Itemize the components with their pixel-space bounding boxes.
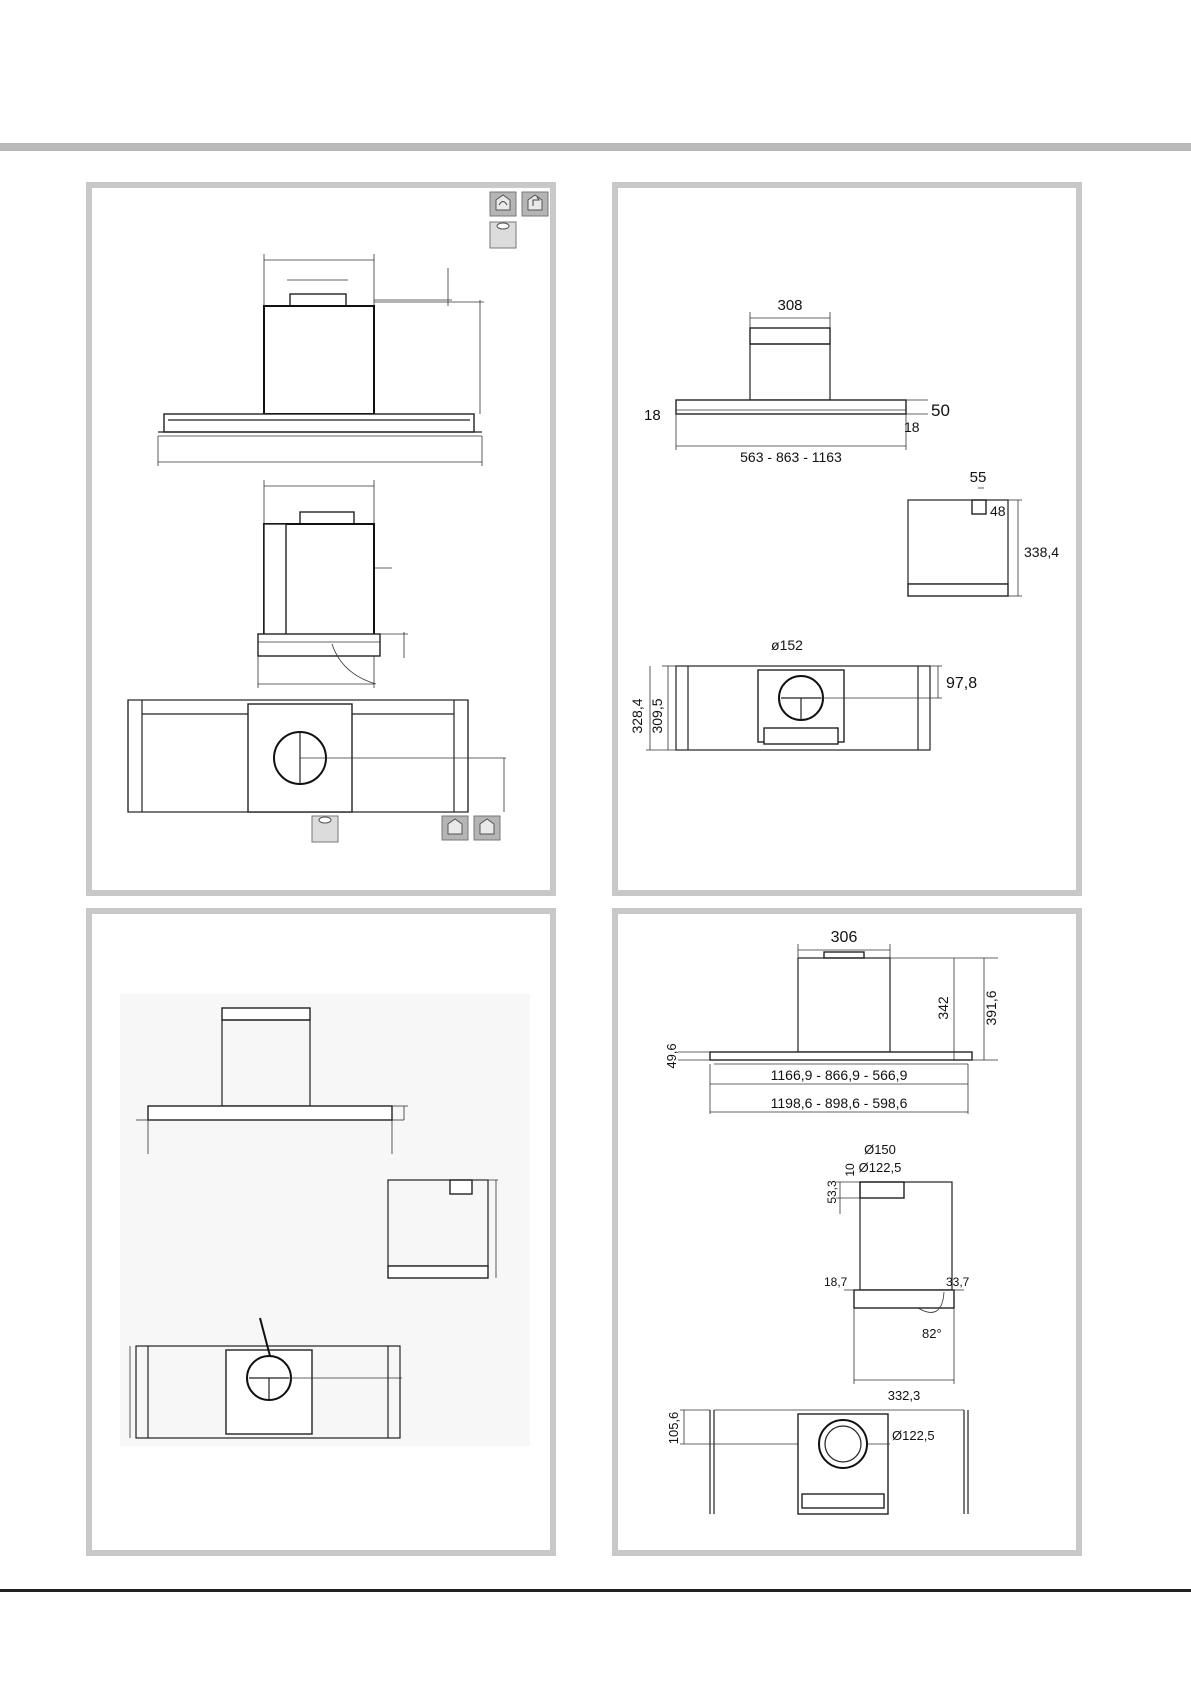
dim-side-height: 338,4 xyxy=(1024,544,1060,560)
duct-out-icon-bottom xyxy=(442,816,468,840)
side-view-hood xyxy=(836,1182,964,1384)
dim-inner-depth: 309,5 xyxy=(649,698,665,734)
dim-angle: 82° xyxy=(922,1326,942,1341)
duct-out-icon xyxy=(490,192,516,216)
dim-outlet-diameter: ø152 xyxy=(771,637,803,653)
dim-total-height: 391,6 xyxy=(983,990,999,1026)
bottom-view-hood xyxy=(646,666,942,750)
dim-outlet-height: 53,3 xyxy=(825,1180,839,1204)
charcoal-filter-box-icon-bottom xyxy=(312,816,338,842)
panel-3-svg xyxy=(92,914,550,1550)
panel-2-svg xyxy=(618,188,1076,890)
dim-glass-thickness: 49,6 xyxy=(664,1043,679,1069)
dim-width-range: 563 - 863 - 1163 xyxy=(740,449,842,465)
dim-chimney-width: 308 xyxy=(777,297,803,314)
panel-4-svg xyxy=(618,914,1076,1550)
dim-chimney-width: 306 xyxy=(830,929,858,946)
dim-inner-width-range: 1166,9 - 866,9 - 566,9 xyxy=(770,1067,908,1083)
panel-3-unlabeled-drawing xyxy=(86,908,556,1556)
dim-outlet-width: 55 xyxy=(969,469,987,486)
dim-outlet-outer-diameter: Ø150 xyxy=(864,1142,896,1157)
recirculation-icon xyxy=(522,192,548,216)
dim-chimney-height: 342 xyxy=(935,996,951,1020)
charcoal-filter-box-icon xyxy=(490,222,516,248)
dim-right-edge: 18 xyxy=(904,419,920,435)
front-view-hood xyxy=(676,312,928,450)
bottom-view-hood xyxy=(680,1410,968,1514)
recirculation-icon-bottom xyxy=(474,816,500,840)
dim-outer-width-range: 1198,6 - 898,6 - 598,6 xyxy=(770,1095,908,1111)
dim-bottom-outlet-diameter: Ø122,5 xyxy=(892,1428,935,1443)
side-view-hood xyxy=(258,480,408,688)
panel-4-dimension-drawing xyxy=(612,908,1082,1556)
bottom-divider-bar xyxy=(0,1589,1191,1592)
dim-left-edge: 18 xyxy=(644,407,661,424)
front-view-hood xyxy=(678,944,998,1114)
panel-1-svg xyxy=(92,188,550,890)
panel-1-unlabeled-drawing xyxy=(86,182,556,896)
top-divider-bar xyxy=(0,143,1191,151)
panel-2-dimension-drawing xyxy=(612,182,1082,896)
bottom-view-hood xyxy=(128,700,506,812)
dim-depth: 332,3 xyxy=(887,1388,921,1403)
dim-glass-thickness: 50 xyxy=(931,401,950,420)
dim-outlet-inner-diameter: Ø122,5 xyxy=(858,1160,902,1175)
dim-outlet-distance: 105,6 xyxy=(666,1411,681,1445)
front-view-hood xyxy=(158,254,484,466)
dim-total-depth: 328,4 xyxy=(629,698,645,734)
dim-outlet-height: 48 xyxy=(990,503,1006,519)
dim-right-offset: 33,7 xyxy=(946,1275,970,1289)
dim-outlet-offset: 97,8 xyxy=(946,675,978,692)
dim-outlet-collar: 10 xyxy=(843,1163,857,1177)
dim-left-offset: 18,7 xyxy=(824,1275,848,1289)
